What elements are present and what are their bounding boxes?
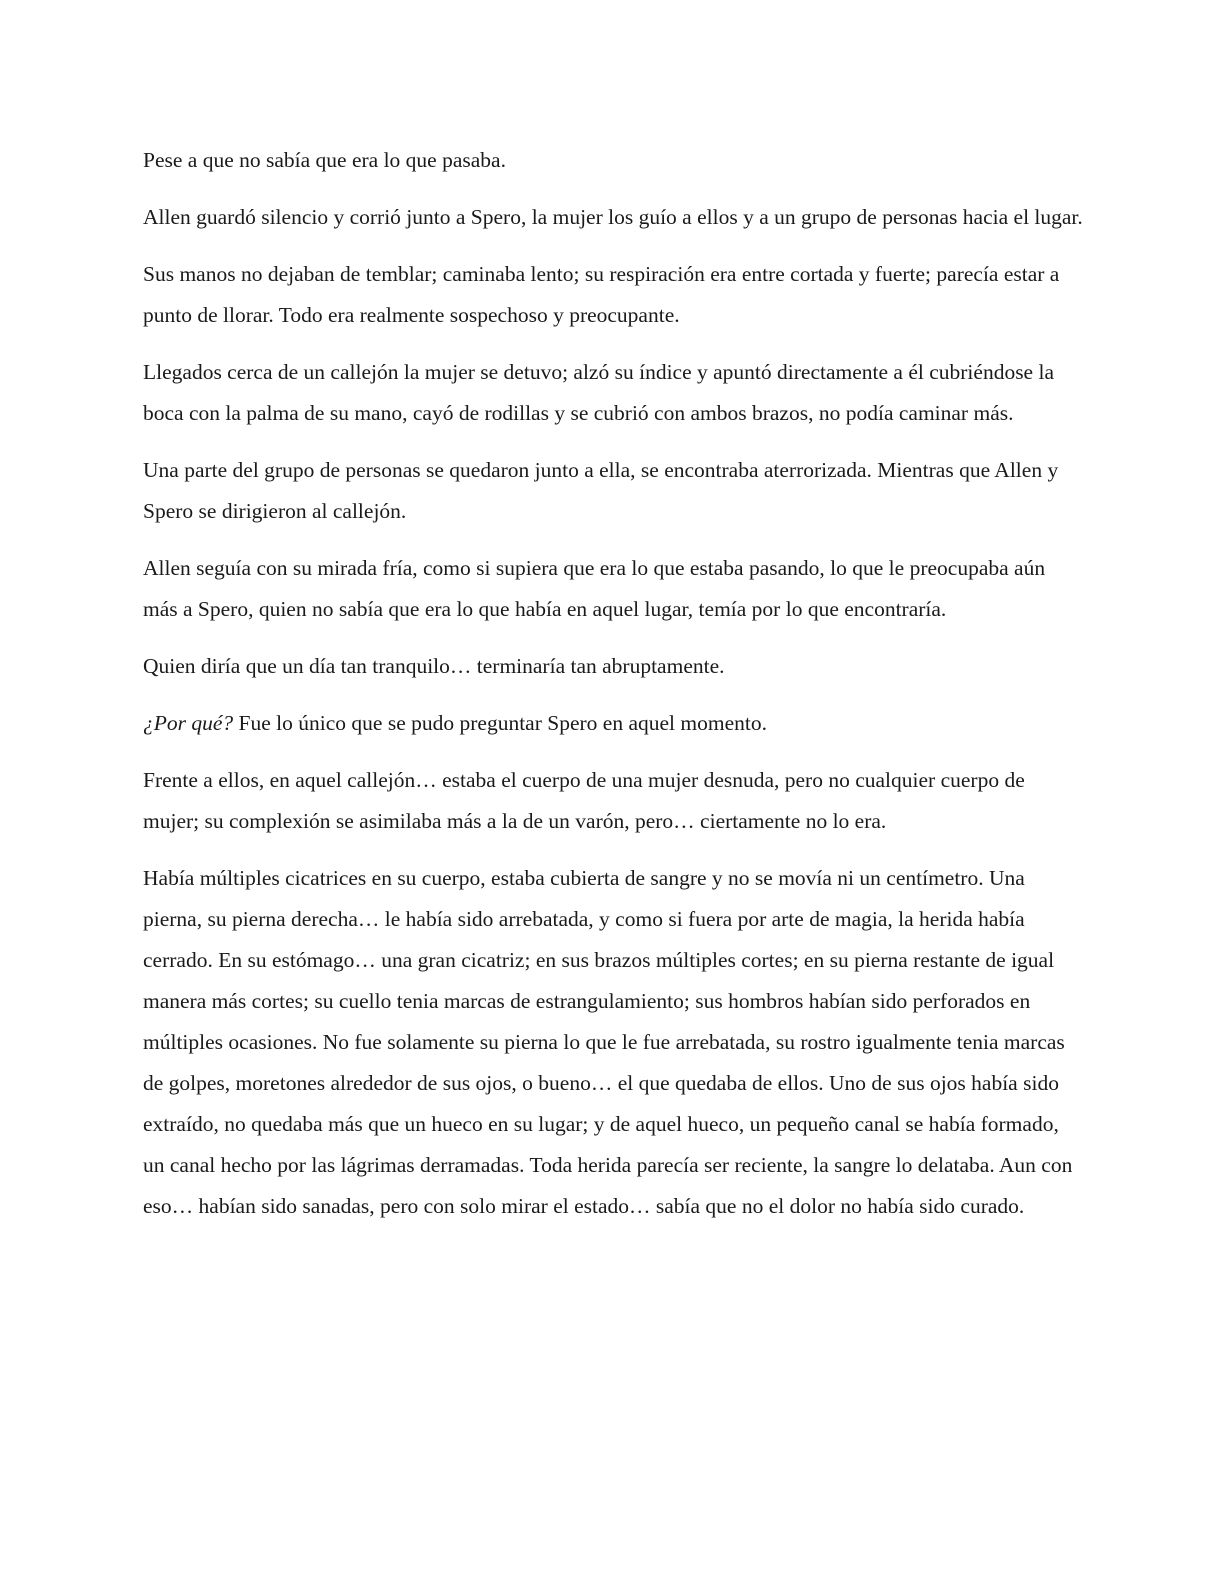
question-italic: ¿Por qué? — [143, 711, 234, 735]
question-rest: Fue lo único que se pudo preguntar Spero en aquel momento. — [233, 711, 767, 735]
paragraph-question — [143, 703, 1083, 744]
body-text — [143, 140, 1083, 1243]
paragraph-7: Quien diría que un día tan tranquilo… terminaría tan abruptamente. — [143, 654, 725, 678]
paragraph-3: Sus manos no dejaban de temblar; caminaba lento; su respiración era entre cortada y fuerte; parecía estar a punto de llorar. Todo era realmente sospechoso y preocupante. — [143, 262, 1060, 327]
paragraph-10: Había múltiples cicatrices en su cuerpo, estaba cubierta de sangre y no se movía ni un centímetro. Una pierna, su pierna derecha… le había sido arrebatada, y como si fuera por arte de magia, la herida había cerrado. En su estómago… una gran cicatriz; en sus brazos múltiples cortes; en su pierna restante de igual manera más cortes; su cuello tenia marcas de estrangulamiento; sus hombros habían sido perforados en múltiples ocasiones. No fue solamente su pierna lo que le fue arrebatada, su rostro igualmente tenia marcas de golpes, moretones alrededor de sus ojos, o bueno… el que quedaba de ellos. Uno de sus ojos había sido extraído, no quedaba más que un hueco en su lugar; y de aquel hueco, un pequeño canal se había formado, un canal hecho por las lágrimas derramadas. Toda herida parecía ser reciente, la sangre lo delataba. Aun con eso… habían sido sanadas, pero con solo mirar el estado… sabía que no el dolor no había sido curado. — [143, 866, 1073, 1218]
paragraph-5: Una parte del grupo de personas se quedaron junto a ella, se encontraba aterrorizada. Mientras que Allen y Spero se dirigieron al callejón. — [143, 458, 1059, 523]
paragraph-4: Llegados cerca de un callejón la mujer se detuvo; alzó su índice y apuntó directamente a él cubriéndose la boca con la palma de su mano, cayó de rodillas y se cubrió con ambos brazos, no podía caminar más. — [143, 360, 1054, 425]
paragraph-6: Allen seguía con su mirada fría, como si supiera que era lo que estaba pasando, lo que le preocupaba aún más a Spero, quien no sabía que era lo que había en aquel lugar, temía por lo que encontraría. — [143, 556, 1046, 621]
paragraph-9: Frente a ellos, en aquel callejón… estaba el cuerpo de una mujer desnuda, pero no cualquier cuerpo de mujer; su complexión se asimilaba más a la de un varón, pero… ciertamente no lo era. — [143, 768, 1025, 833]
paragraph-2: Allen guardó silencio y corrió junto a Spero, la mujer los guío a ellos y a un grupo de personas hacia el lugar. — [143, 205, 1083, 229]
paragraph-1: Pese a que no sabía que era lo que pasaba. — [143, 148, 506, 172]
